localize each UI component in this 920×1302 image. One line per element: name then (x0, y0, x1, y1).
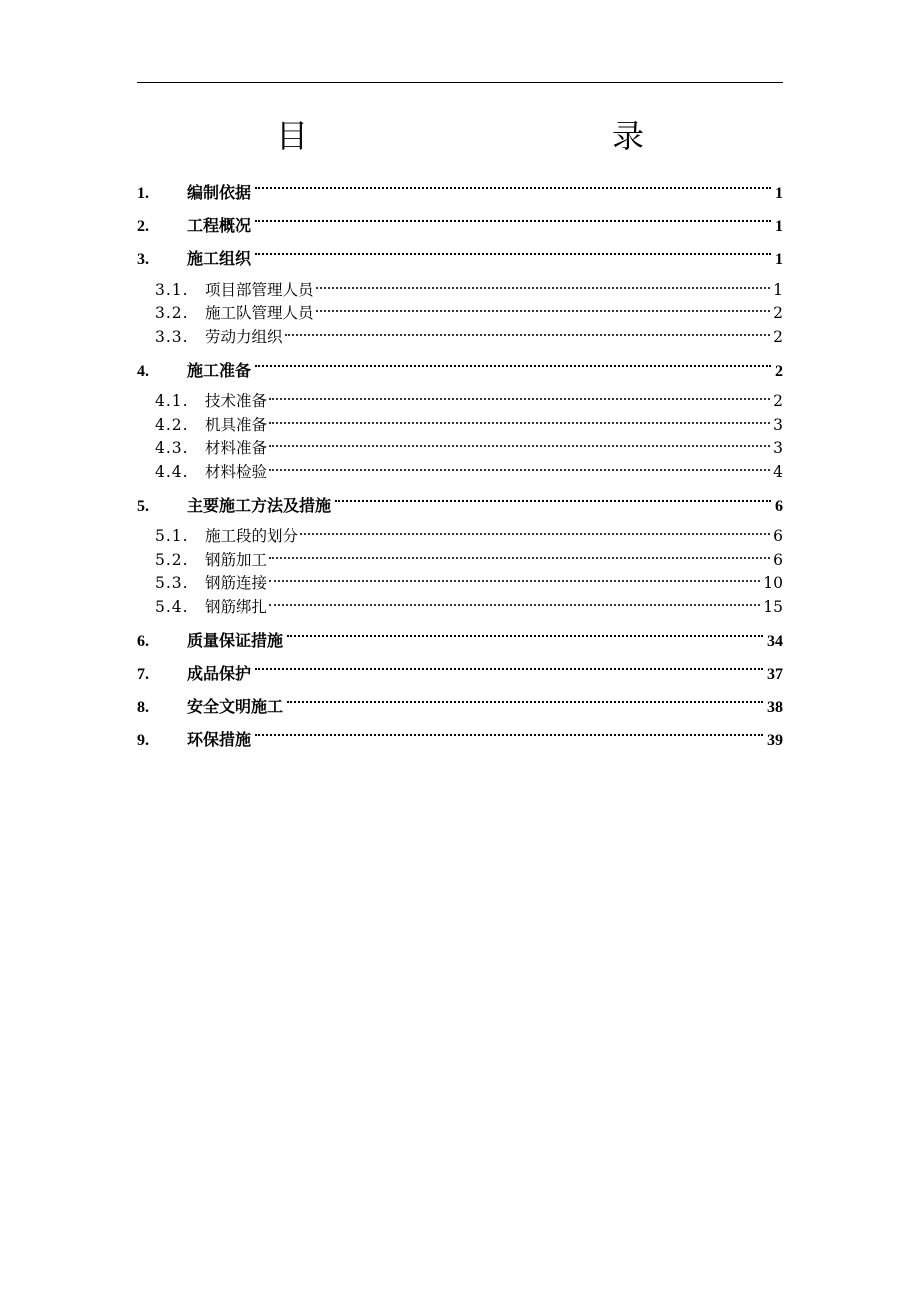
toc-entry[interactable] (137, 168, 783, 201)
toc-entry-label: 编制依据 (187, 183, 252, 202)
toc-entry-label: 环保措施 (187, 729, 252, 749)
toc-entry-label: 机具准备 (205, 415, 268, 434)
dot-leader (255, 234, 771, 264)
table-of-contents (137, 168, 783, 748)
toc-entry[interactable] (137, 346, 783, 379)
toc-entry-number: 4.1. (155, 392, 189, 410)
toc-subentry[interactable] (137, 518, 783, 545)
toc-entry[interactable] (137, 616, 783, 649)
toc-subentry[interactable] (137, 383, 783, 410)
toc-entry-number: 4.4. (155, 462, 189, 481)
toc-entry-number: 3.1. (155, 280, 189, 299)
toc-entry-label: 施工组织 (187, 249, 252, 268)
toc-entry-page: 1 (775, 185, 783, 202)
toc-entry-number: 5.3. (155, 574, 189, 592)
dot-leader (269, 430, 770, 454)
toc-entry-number: 5. (137, 497, 149, 515)
dot-leader (269, 588, 760, 612)
toc-entry-number: 7. (137, 665, 149, 683)
toc-entry-page: 6 (773, 550, 783, 569)
toc-entry-number: 8. (137, 698, 149, 716)
toc-entry-label: 施工队管理人员 (205, 304, 314, 322)
toc-entry-number: 5.2. (155, 550, 189, 569)
toc-entry-page: 38 (767, 698, 783, 716)
toc-entry-label: 钢筋绑扎 (205, 597, 268, 616)
toc-entry-number: 6. (137, 632, 149, 650)
toc-entry-label: 钢筋连接 (205, 574, 268, 592)
toc-entry-page: 15 (763, 597, 783, 616)
toc-entry-page: 2 (773, 304, 783, 322)
toc-entry-number: 4. (137, 362, 149, 380)
dot-leader (287, 616, 763, 646)
toc-entry-number: 4.2. (155, 415, 189, 434)
toc-entry-number: 9. (137, 731, 149, 749)
dot-leader (269, 406, 770, 430)
toc-entry-page: 34 (767, 632, 783, 650)
toc-entry-page: 3 (773, 415, 783, 434)
dot-leader (269, 453, 770, 477)
dot-leader (269, 383, 770, 407)
toc-entry[interactable] (137, 481, 783, 514)
toc-entry-number: 4.3. (155, 439, 189, 457)
dot-leader (335, 481, 771, 511)
dot-leader (316, 295, 771, 319)
toc-entry-page: 1 (773, 280, 783, 299)
toc-entry-label: 施工段的划分 (205, 527, 299, 545)
toc-entry-page: 1 (775, 251, 783, 268)
toc-entry-number: 3. (137, 251, 149, 268)
toc-entry-number: 3.2. (155, 304, 189, 322)
toc-entry-page: 2 (773, 327, 783, 346)
toc-entry-number: 3.3. (155, 327, 189, 346)
dot-leader (255, 201, 771, 231)
dot-leader (255, 715, 763, 745)
dot-leader (255, 168, 771, 198)
toc-entry-page: 2 (775, 362, 783, 380)
toc-entry-label: 主要施工方法及措施 (187, 495, 332, 515)
toc-entry-page: 2 (773, 392, 783, 410)
dot-leader (287, 682, 763, 712)
toc-entry-label: 项目部管理人员 (205, 280, 314, 299)
toc-entry-page: 37 (767, 665, 783, 683)
toc-entry-label: 材料准备 (205, 439, 268, 457)
toc-entry-number: 5.1. (155, 527, 189, 545)
toc-entry-label: 技术准备 (205, 392, 268, 410)
dot-leader (316, 271, 771, 295)
toc-entry-label: 安全文明施工 (187, 696, 284, 716)
toc-entry-label: 质量保证措施 (187, 630, 284, 650)
toc-entry-page: 1 (775, 218, 783, 235)
dot-leader (269, 541, 770, 565)
toc-entry-label: 钢筋加工 (205, 550, 268, 569)
toc-entry-page: 6 (773, 527, 783, 545)
toc-entry-number: 1. (137, 185, 149, 202)
dot-leader (285, 318, 771, 342)
toc-entry-label: 劳动力组织 (205, 327, 283, 346)
dot-leader (255, 346, 771, 376)
toc-entry-page: 39 (767, 731, 783, 749)
toc-entry-number: 2. (137, 218, 149, 235)
dot-leader (269, 565, 760, 589)
toc-entry-page: 10 (763, 574, 783, 592)
toc-entry-page: 6 (775, 497, 783, 515)
dot-leader (300, 518, 770, 542)
toc-entry-page: 3 (773, 439, 783, 457)
toc-subentry[interactable] (137, 271, 783, 299)
toc-entry-page: 4 (773, 462, 783, 481)
toc-title: 目 录 (275, 117, 724, 155)
toc-entry-label: 工程概况 (187, 216, 252, 235)
header-rule (137, 82, 783, 83)
dot-leader (255, 649, 763, 679)
toc-entry-number: 5.4. (155, 597, 189, 616)
toc-entry-label: 材料检验 (205, 462, 268, 481)
toc-entry-label: 成品保护 (187, 663, 252, 683)
toc-entry-label: 施工准备 (187, 360, 252, 380)
